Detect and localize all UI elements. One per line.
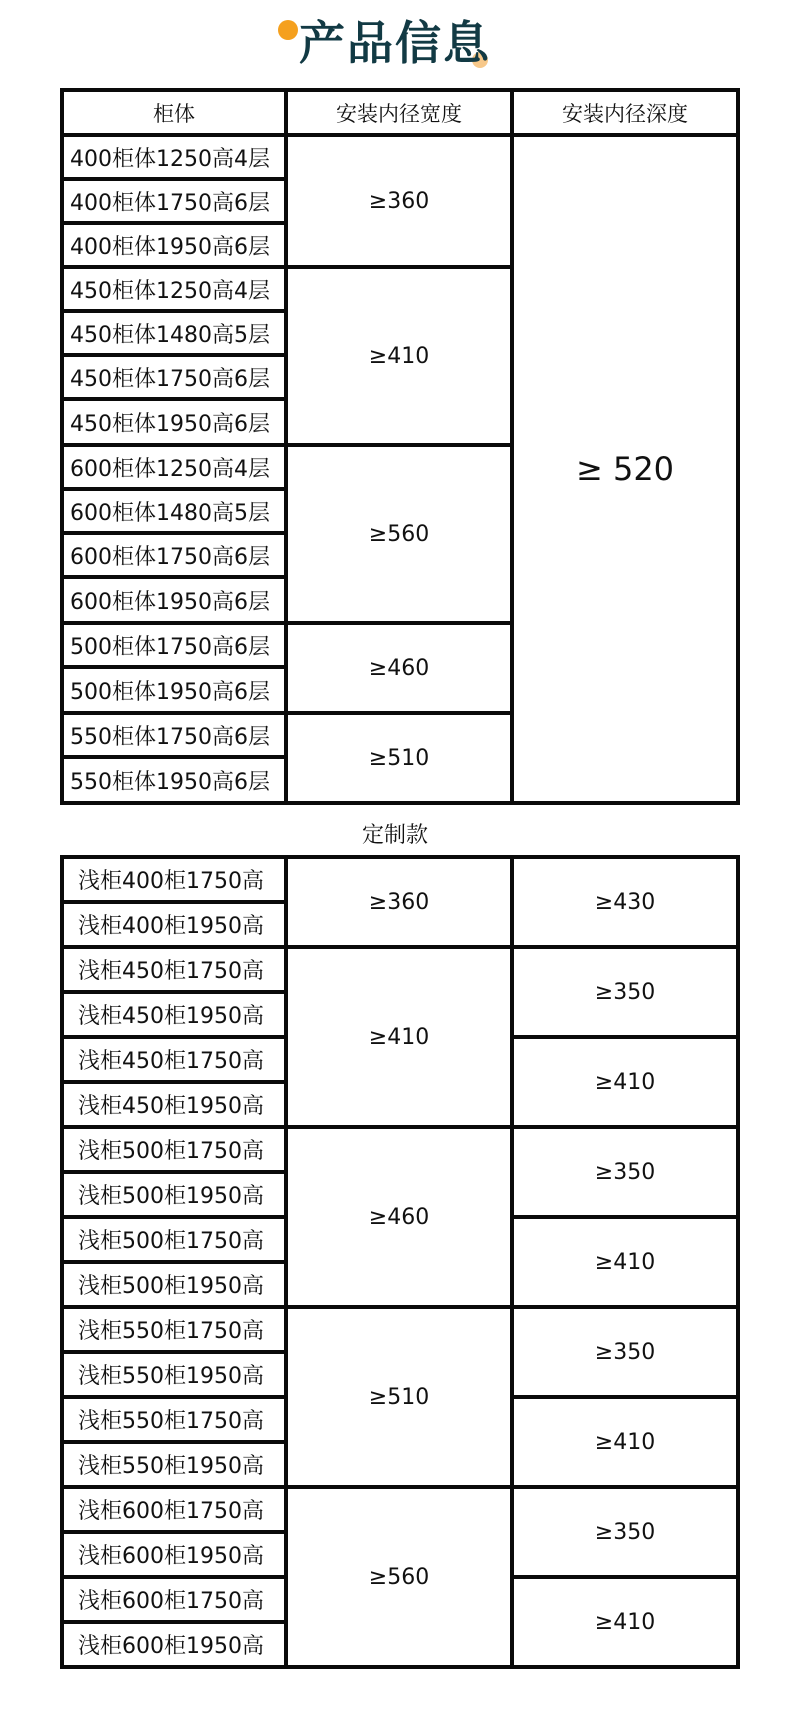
width-cell: ≥510	[286, 713, 512, 803]
cabinet-cell: 400柜体1950高6层	[62, 223, 286, 267]
custom-section-label: 定制款	[361, 823, 428, 848]
depth-cell: ≥350	[512, 1487, 738, 1577]
depth-cell: ≥350	[512, 947, 738, 1037]
cabinet-cell: 550柜体1750高6层	[62, 713, 286, 757]
table-row	[62, 1127, 738, 1172]
cabinet-cell: 浅柜400柜1750高	[62, 857, 286, 902]
cabinet-cell: 浅柜400柜1950高	[62, 902, 286, 947]
depth-cell: ≥350	[512, 1307, 738, 1397]
cabinet-cell: 浅柜500柜1950高	[62, 1262, 286, 1307]
header-width: 安装内径宽度	[286, 90, 512, 135]
depth-cell: ≥ 520	[512, 135, 738, 803]
cabinet-cell: 450柜体1950高6层	[62, 399, 286, 445]
custom-spec-table	[60, 855, 740, 1669]
cabinet-cell: 浅柜600柜1950高	[62, 1622, 286, 1667]
cabinet-cell: 600柜体1750高6层	[62, 533, 286, 577]
cabinet-cell: 450柜体1480高5层	[62, 311, 286, 355]
standard-spec-table	[60, 88, 740, 805]
cabinet-cell: 400柜体1250高4层	[62, 135, 286, 179]
cabinet-cell: 400柜体1750高6层	[62, 179, 286, 223]
table-row	[62, 135, 738, 179]
width-cell: ≥460	[286, 1127, 512, 1307]
cabinet-cell: 浅柜450柜1950高	[62, 992, 286, 1037]
depth-cell: ≥350	[512, 1127, 738, 1217]
cabinet-cell: 浅柜550柜1750高	[62, 1397, 286, 1442]
cabinet-cell: 550柜体1950高6层	[62, 757, 286, 803]
width-cell: ≥410	[286, 947, 512, 1127]
depth-cell: ≥410	[512, 1037, 738, 1127]
cabinet-cell: 浅柜500柜1750高	[62, 1127, 286, 1172]
cabinet-cell: 浅柜550柜1950高	[62, 1352, 286, 1397]
cabinet-cell: 浅柜450柜1950高	[62, 1082, 286, 1127]
cabinet-cell: 浅柜450柜1750高	[62, 947, 286, 992]
cabinet-cell: 浅柜600柜1950高	[62, 1532, 286, 1577]
header-depth: 安装内径深度	[512, 90, 738, 135]
cabinet-cell: 450柜体1750高6层	[62, 355, 286, 399]
cabinet-cell: 600柜体1480高5层	[62, 489, 286, 533]
cabinet-cell: 600柜体1950高6层	[62, 577, 286, 623]
width-cell: ≥560	[286, 445, 512, 623]
cabinet-cell: 500柜体1950高6层	[62, 667, 286, 713]
page-title: 产品信息	[299, 16, 491, 70]
width-cell: ≥510	[286, 1307, 512, 1487]
header-cabinet: 柜体	[62, 90, 286, 135]
cabinet-cell: 450柜体1250高4层	[62, 267, 286, 311]
table-row	[62, 857, 738, 902]
cabinet-cell: 浅柜550柜1750高	[62, 1307, 286, 1352]
depth-cell: ≥410	[512, 1577, 738, 1667]
depth-cell: ≥410	[512, 1397, 738, 1487]
cabinet-cell: 600柜体1250高4层	[62, 445, 286, 489]
depth-cell: ≥430	[512, 857, 738, 947]
table-row	[62, 1307, 738, 1352]
cabinet-cell: 浅柜450柜1750高	[62, 1037, 286, 1082]
cabinet-cell: 浅柜600柜1750高	[62, 1487, 286, 1532]
width-cell: ≥560	[286, 1487, 512, 1667]
table-header-row	[62, 90, 738, 135]
cabinet-cell: 浅柜550柜1950高	[62, 1442, 286, 1487]
title-area	[0, 12, 790, 82]
cabinet-cell: 500柜体1750高6层	[62, 623, 286, 667]
cabinet-cell: 浅柜500柜1950高	[62, 1172, 286, 1217]
width-cell: ≥410	[286, 267, 512, 445]
cabinet-cell: 浅柜600柜1750高	[62, 1577, 286, 1622]
table-row	[62, 947, 738, 992]
width-cell: ≥360	[286, 857, 512, 947]
depth-cell: ≥410	[512, 1217, 738, 1307]
cabinet-cell: 浅柜500柜1750高	[62, 1217, 286, 1262]
width-cell: ≥460	[286, 623, 512, 713]
table-row	[62, 1487, 738, 1532]
width-cell: ≥360	[286, 135, 512, 267]
